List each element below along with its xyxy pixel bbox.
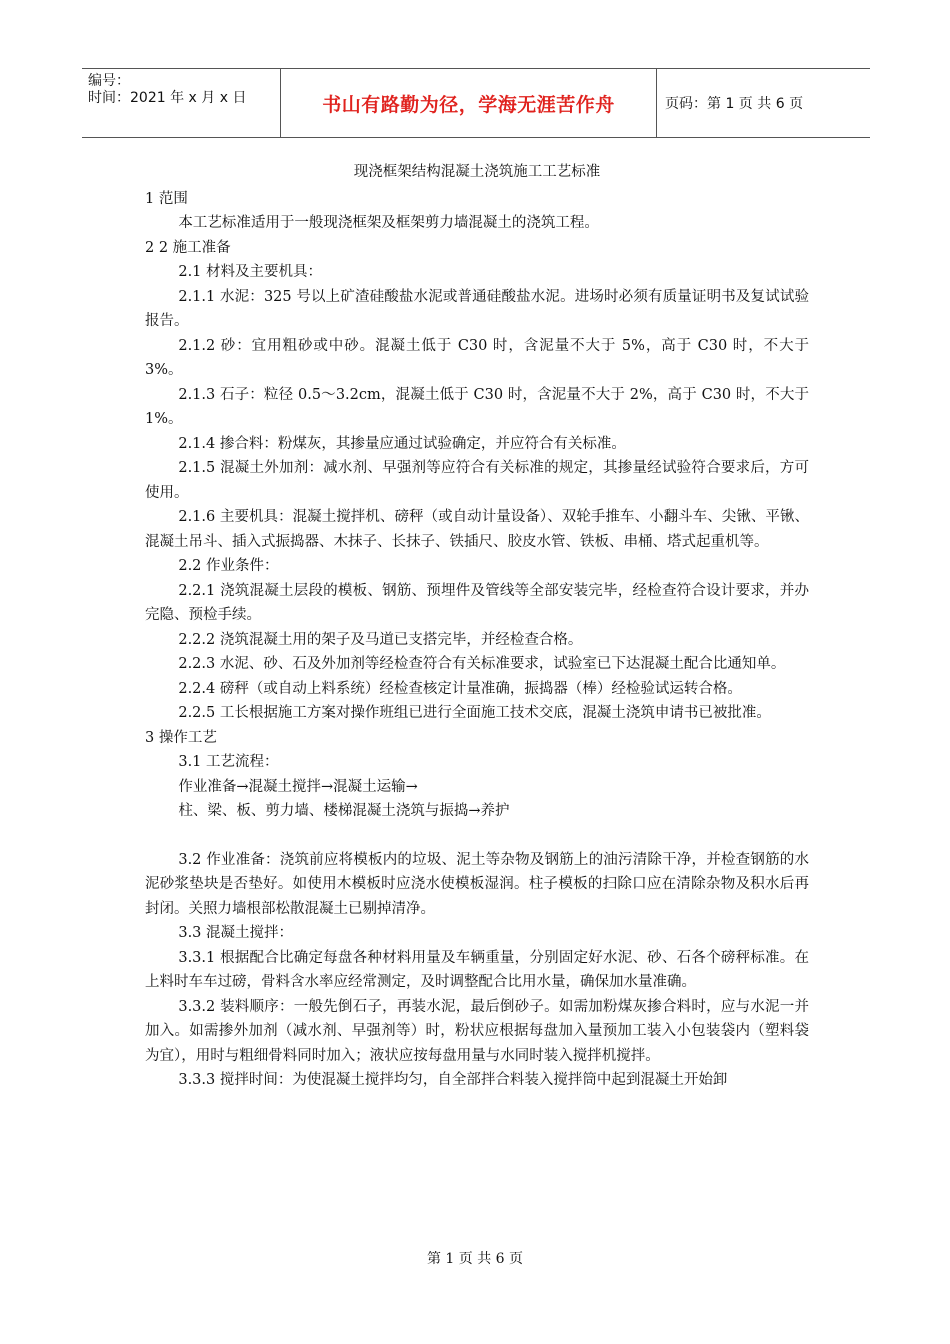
paragraph: 2.1.5 混凝土外加剂：减水剂、早强剂等应符合有关标准的规定，其掺量经试验符合要求后，方可使用。: [145, 460, 809, 501]
paragraph: 2.2.2 浇筑混凝土用的架子及马道已支搭完毕，并经检查合格。: [178, 631, 583, 648]
document-body: [145, 160, 809, 1093]
paragraph: 2.2.4 磅秤（或自动上料系统）经检查核定计量准确，振捣器（棒）经检验试运转合格。: [178, 680, 742, 697]
page-footer: 第 1 页 共 6 页: [426, 1251, 524, 1267]
paragraph: 1 范围: [145, 190, 188, 207]
paragraph: 2.1.2 砂：宜用粗砂或中砂。混凝土低于 C30 时，含泥量不大于 5%，高于 C30 时，不大于 3%。: [145, 337, 809, 378]
paragraph: 2.2 作业条件：: [178, 558, 279, 574]
paragraph: 2.2.5 工长根据施工方案对操作班组已进行全面施工技术交底，混凝土浇筑申请书已被批准。: [178, 705, 771, 721]
paragraph-list: [145, 187, 809, 1093]
paragraph: 3.1 工艺流程：: [178, 754, 279, 770]
header-motto: 书山有路勤为径，学海无涯苦作舟: [322, 93, 615, 116]
paragraph: 2 2 施工准备: [145, 239, 231, 256]
page-header: [82, 68, 870, 138]
paragraph: 作业准备→混凝土搅拌→混凝土运输→: [178, 778, 418, 795]
doc-number: 编号：: [88, 73, 130, 89]
header-meta: [82, 69, 281, 137]
paragraph: 3.3 混凝土搅拌：: [178, 925, 294, 941]
paragraph: 2.2.3 水泥、砂、石及外加剂等经检查符合有关标准要求，试验室已下达混凝土配合比通知单。: [178, 656, 786, 672]
paragraph: 2.2.1 浇筑混凝土层段的模板、钢筋、预埋件及管线等全部安装完毕，经检查符合设计要求，并办完隐、预检手续。: [145, 582, 809, 623]
paragraph: 2.1.1 水泥：325 号以上矿渣硅酸盐水泥或普通硅酸盐水泥。进场时必须有质量证明书及复试试验报告。: [145, 288, 809, 329]
header-page-number: 页码：第 1 页 共 6 页: [665, 96, 804, 112]
header-motto-cell: [281, 69, 657, 137]
paragraph: 2.1.3 石子：粒径 0.5～3.2cm，混凝土低于 C30 时，含泥量不大于 2%，高于 C30 时，不大于 1%。: [145, 386, 809, 427]
paragraph: 3.3.2 装料顺序：一般先倒石子，再装水泥，最后倒砂子。如需加粉煤灰掺合料时，应与水泥一并加入。如需掺外加剂（减水剂、早强剂等）时，粉状应根据每盘加入量预加工装入小包装袋内（塑料袋为宜），用时与粗细骨料同时加入；液状应按每盘用量与水同时装入搅拌机搅拌。: [145, 998, 809, 1064]
paragraph: 2.1.4 掺合料：粉煤灰，其掺量应通过试验确定，并应符合有关标准。: [178, 435, 626, 452]
doc-date: 时间：2021 年 x 月 x 日: [88, 90, 247, 106]
paragraph: 柱、梁、板、剪力墙、楼梯混凝土浇筑与振捣→养护: [178, 803, 510, 819]
paragraph-spacer: [145, 824, 809, 848]
paragraph: 3 操作工艺: [145, 729, 217, 746]
paragraph: 2.1 材料及主要机具：: [178, 264, 323, 280]
paragraph: 本工艺标准适用于一般现浇框架及框架剪力墙混凝土的浇筑工程。: [178, 215, 599, 231]
paragraph: 3.3.3 搅拌时间：为使混凝土搅拌均匀，自全部拌合料装入搅拌筒中起到混凝土开始卸: [178, 1072, 728, 1088]
paragraph: 2.1.6 主要机具：混凝土搅拌机、磅秤（或自动计量设备）、双轮手推车、小翻斗车、尖锹、平锹、混凝土吊斗、插入式振捣器、木抹子、长抹子、铁插尺、胶皮水管、铁板、串桶、塔式起重机等。: [145, 509, 809, 550]
document-title: 现浇框架结构混凝土浇筑施工工艺标准: [353, 164, 601, 180]
paragraph: 3.2 作业准备：浇筑前应将模板内的垃圾、泥土等杂物及钢筋上的油污清除干净，并检查钢筋的水泥砂浆垫块是否垫好。如使用木模板时应浇水使模板湿润。柱子模板的扫除口应在清除杂物及积水后再封闭。关照力墙根部松散混凝土已剔掉清净。: [145, 851, 809, 917]
paragraph: 3.3.1 根据配合比确定每盘各种材料用量及车辆重量，分别固定好水泥、砂、石各个磅秤标准。在上料时车车过磅，骨料含水率应经常测定，及时调整配合比用水量，确保加水量准确。: [145, 949, 809, 990]
